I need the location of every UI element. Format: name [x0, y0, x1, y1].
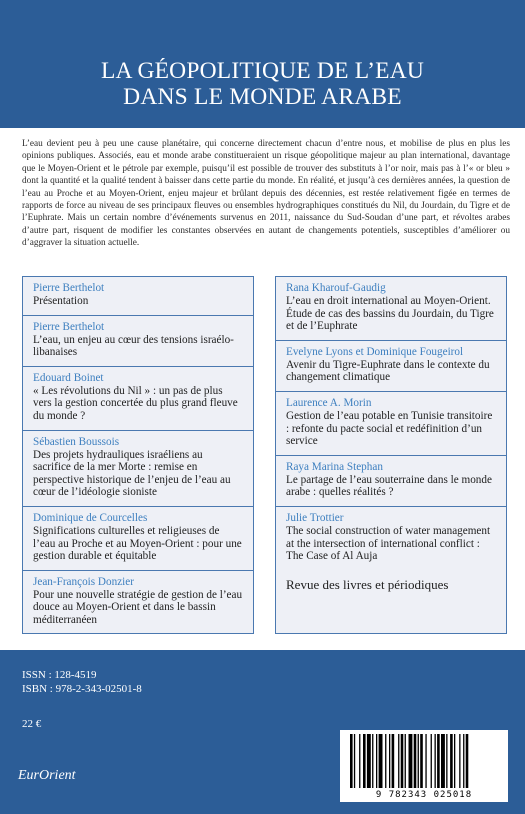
barcode-bar	[435, 734, 436, 788]
barcode-bar	[372, 734, 373, 788]
barcode-bar	[418, 734, 419, 788]
entry-author: Pierre Berthelot	[33, 282, 105, 294]
barcode-bar	[437, 734, 440, 788]
entry-divider	[23, 366, 253, 367]
entry-divider	[276, 455, 506, 456]
barcode-bar	[450, 734, 453, 788]
barcode-bar	[463, 734, 464, 788]
entry-author: Dominique de Courcelles	[33, 511, 148, 524]
entry-title: Pour une nouvelle stratégie de gestion de l’eau douce au Moyen-Orient et dans le bassin méditerranéen	[33, 588, 243, 626]
contents-entry	[23, 576, 253, 627]
barcode-bar	[454, 734, 455, 788]
entry-title: Des projets hydrauliques israéliens au sacrifice de la mer Morte : remise en perspective historique de l’enjeu de l’eau au cœur de l’idéologie sioniste	[33, 448, 231, 499]
barcode-bar	[367, 734, 371, 788]
barcode-bar	[398, 734, 399, 788]
contents-entry	[276, 461, 506, 499]
intro-paragraph: L’eau devient peu à peu une cause planétaire, qui concerne directement chacun d’entre nous, et mobilise de plus en plus les opinions publiques. Associés, eau et monde arabe constitueraient un risque géopolitique majeur au plan international, davantage que le Moyen-Orient et le pétrole par exemple, puisqu’il est possible de trouver des substituts à l’or noir, mais pas à l’« or bleu » dont la quantité et la qualité tendent à baisser dans cette partie du monde. En réalité, et jusqu’à ces dernières années, la question de l’eau au Proche et au Moyen-Orient, enjeu majeur et brûlant depuis des décennies, est restée relativement figée en termes de rapports de force au niveau de ses principaux fleuves ou ensembles hydrographiques constitués du Nil, du Jourdain, du Tigre et de l’Euphrate. Mais un certain nombre d’événements survenus en 2011, naissance du Sud-Soudan d’une part, et révoltes arabes d’autre part, risquent de modifier les constantes observées en autant de changements potentiels, susceptibles d’améliorer ou d’aggraver la situation actuelle.	[22, 139, 510, 249]
entry-divider	[23, 430, 253, 431]
barcode-bar	[459, 734, 460, 788]
entry-title: Le partage de l’eau souterraine dans le monde arabe : quelles réalités ?	[286, 473, 492, 499]
barcode-bar	[354, 734, 355, 788]
entry-divider	[23, 315, 253, 316]
barcode-bar	[441, 734, 445, 788]
contents-right-column	[275, 276, 507, 634]
isbn-text: ISBN : 978-2-343-02501-8	[22, 683, 142, 695]
entry-title: « Les révolutions du Nil » : un pas de plus vers la gestion concertée du plus grand fleuve du monde ?	[33, 384, 238, 422]
entry-author: Raya Marina Stephan	[286, 460, 383, 473]
barcode-bar	[466, 734, 469, 788]
entry-title: Présentation	[33, 295, 89, 307]
entry-author: Rana Kharouf-Gaudig	[286, 282, 386, 294]
entry-author: Edouard Boinet	[33, 371, 104, 384]
entry-author: Laurence A. Morin	[286, 396, 372, 409]
contents-entry	[276, 346, 506, 384]
entry-title: Gestion de l’eau potable en Tunisie transitoire : refonte du pacte social et redéfinition d’un service	[286, 409, 493, 448]
barcode-bar	[414, 734, 417, 788]
barcode-bars	[340, 730, 508, 790]
identifier-block	[22, 668, 142, 696]
barcode-bar	[420, 734, 423, 788]
contents-entry	[23, 512, 253, 563]
entry-author: Sébastien Boussois	[33, 435, 120, 448]
barcode-bar	[425, 734, 426, 788]
review-section-title: Revue des livres et périodiques	[286, 576, 449, 592]
book-title	[0, 58, 525, 110]
barcode-digits: 9 782343 025018	[375, 790, 473, 800]
entry-title: L’eau, un enjeu au cœur des tensions israélo-libanaises	[33, 333, 234, 359]
barcode-bar	[363, 734, 366, 788]
title-line-2: DANS LE MONDE ARABE	[123, 84, 402, 110]
publisher-logo: EurOrient	[18, 768, 76, 783]
entry-divider	[276, 506, 506, 507]
contents-entry	[23, 282, 253, 308]
contents-entry	[276, 397, 506, 448]
barcode-bar	[389, 734, 390, 788]
barcode-bar	[401, 734, 404, 788]
entry-divider	[23, 570, 253, 571]
entry-divider	[23, 506, 253, 507]
barcode-bar	[392, 734, 395, 788]
entry-title: L’eau en droit international au Moyen-Orient. Étude de cas des bassins du Jourdain, du Tigre et de l’Euphrate	[286, 295, 494, 333]
entry-title: Significations culturelles et religieuses de l’eau au Proche et au Moyen-Orient : pour une gestion durable et équitable	[33, 524, 242, 563]
contents-entry	[276, 512, 506, 563]
barcode-bar	[359, 734, 360, 788]
contents-entry	[23, 321, 253, 359]
entry-author: Julie Trottier	[286, 511, 344, 524]
barcode-bar	[446, 734, 447, 788]
price-text: 22 €	[22, 718, 42, 730]
contents-entry	[23, 436, 253, 499]
contents-entry	[276, 282, 506, 333]
entry-title: The social construction of water management at the intersection of international conflict : The Case of Al Auja	[286, 524, 491, 563]
barcode-bar	[385, 734, 386, 788]
barcode-bar	[431, 734, 432, 788]
contents-entry	[23, 372, 253, 423]
barcode-bar	[376, 734, 377, 788]
entry-title: Avenir du Tigre-Euphrate dans le contexte du changement climatique	[286, 358, 490, 384]
entry-author: Pierre Berthelot	[33, 320, 105, 333]
barcode	[340, 730, 508, 802]
entry-author: Evelyne Lyons et Dominique Fougeirol	[286, 345, 464, 358]
entry-divider	[276, 391, 506, 392]
barcode-bar	[379, 734, 383, 788]
entry-divider	[276, 340, 506, 341]
barcode-bar	[405, 734, 406, 788]
contents-left-column	[22, 276, 254, 634]
issn-text: ISSN : 128-4519	[22, 669, 97, 681]
barcode-bar	[409, 734, 413, 788]
entry-author: Jean-François Donzier	[33, 575, 134, 588]
barcode-bar	[350, 734, 353, 788]
title-line-1: LA GÉOPOLITIQUE DE L’EAU	[100, 58, 425, 84]
